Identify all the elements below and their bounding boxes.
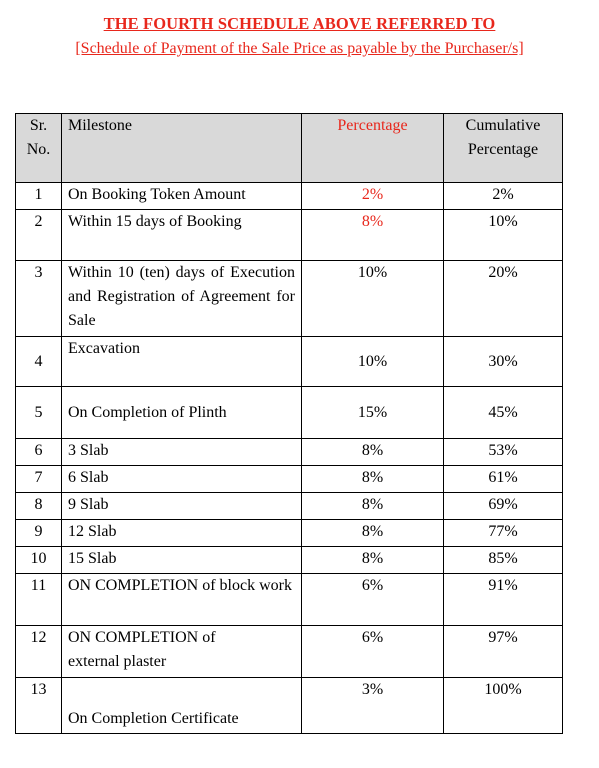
cell-percentage: 6%	[302, 626, 444, 678]
cell-percentage: 10%	[302, 337, 444, 387]
cell-percentage: 8%	[302, 520, 444, 547]
header-cumulative: Cumulative Percentage	[444, 114, 563, 183]
table-row	[16, 439, 563, 466]
cell-milestone: On Booking Token Amount	[62, 183, 302, 210]
cell-sr: 6	[16, 439, 62, 466]
cell-milestone: 6 Slab	[62, 466, 302, 493]
table-row	[16, 337, 563, 387]
table-header-row	[16, 114, 563, 183]
cell-milestone: Excavation	[62, 337, 302, 387]
cell-sr: 2	[16, 210, 62, 261]
cell-percentage: 2%	[302, 183, 444, 210]
cell-percentage: 8%	[302, 547, 444, 574]
cell-cumulative: 20%	[444, 261, 563, 337]
header-milestone: Milestone	[62, 114, 302, 183]
schedule-subtitle: [Schedule of Payment of the Sale Price as payable by the Purchaser/s]	[75, 40, 524, 57]
cell-cumulative: 69%	[444, 493, 563, 520]
cell-percentage: 6%	[302, 574, 444, 626]
cell-sr: 5	[16, 387, 62, 439]
cell-sr: 4	[16, 337, 62, 387]
cell-sr: 10	[16, 547, 62, 574]
table-row	[16, 626, 563, 678]
table-row	[16, 574, 563, 626]
cell-sr: 7	[16, 466, 62, 493]
payment-schedule-table	[15, 113, 563, 734]
table-row	[16, 547, 563, 574]
table-row	[16, 387, 563, 439]
cell-percentage: 3%	[302, 678, 444, 734]
cell-sr: 3	[16, 261, 62, 337]
cell-sr: 13	[16, 678, 62, 734]
header-percentage: Percentage	[302, 114, 444, 183]
cell-percentage: 15%	[302, 387, 444, 439]
cell-sr: 12	[16, 626, 62, 678]
cell-cumulative: 77%	[444, 520, 563, 547]
cell-cumulative: 61%	[444, 466, 563, 493]
cell-percentage: 8%	[302, 466, 444, 493]
cell-milestone: On Completion Certificate	[62, 678, 302, 734]
table-row	[16, 210, 563, 261]
cell-sr: 9	[16, 520, 62, 547]
cell-milestone: 15 Slab	[62, 547, 302, 574]
cell-milestone: Within 10 (ten) days of Execution and Registration of Agreement for Sale	[62, 261, 302, 337]
cell-percentage: 8%	[302, 439, 444, 466]
table-row	[16, 466, 563, 493]
cell-sr: 8	[16, 493, 62, 520]
cell-milestone: 12 Slab	[62, 520, 302, 547]
cell-milestone: ON COMPLETION of block work	[62, 574, 302, 626]
cell-cumulative: 45%	[444, 387, 563, 439]
cell-sr: 11	[16, 574, 62, 626]
cell-milestone: 9 Slab	[62, 493, 302, 520]
cell-percentage: 8%	[302, 210, 444, 261]
cell-sr: 1	[16, 183, 62, 210]
cell-percentage: 10%	[302, 261, 444, 337]
cell-cumulative: 85%	[444, 547, 563, 574]
table-row	[16, 520, 563, 547]
table-row	[16, 678, 563, 734]
cell-cumulative: 2%	[444, 183, 563, 210]
table-row	[16, 493, 563, 520]
cell-milestone: 3 Slab	[62, 439, 302, 466]
table-row	[16, 261, 563, 337]
cell-milestone: On Completion of Plinth	[62, 387, 302, 439]
cell-cumulative: 97%	[444, 626, 563, 678]
cell-cumulative: 10%	[444, 210, 563, 261]
table-row	[16, 183, 563, 210]
cell-percentage: 8%	[302, 493, 444, 520]
cell-milestone: ON COMPLETION of external plaster	[62, 626, 302, 678]
cell-cumulative: 30%	[444, 337, 563, 387]
schedule-title: THE FOURTH SCHEDULE ABOVE REFERRED TO	[103, 14, 496, 33]
header-sr-no: Sr. No.	[16, 114, 62, 183]
cell-cumulative: 53%	[444, 439, 563, 466]
cell-milestone: Within 15 days of Booking	[62, 210, 302, 261]
cell-cumulative: 91%	[444, 574, 563, 626]
cell-cumulative: 100%	[444, 678, 563, 734]
